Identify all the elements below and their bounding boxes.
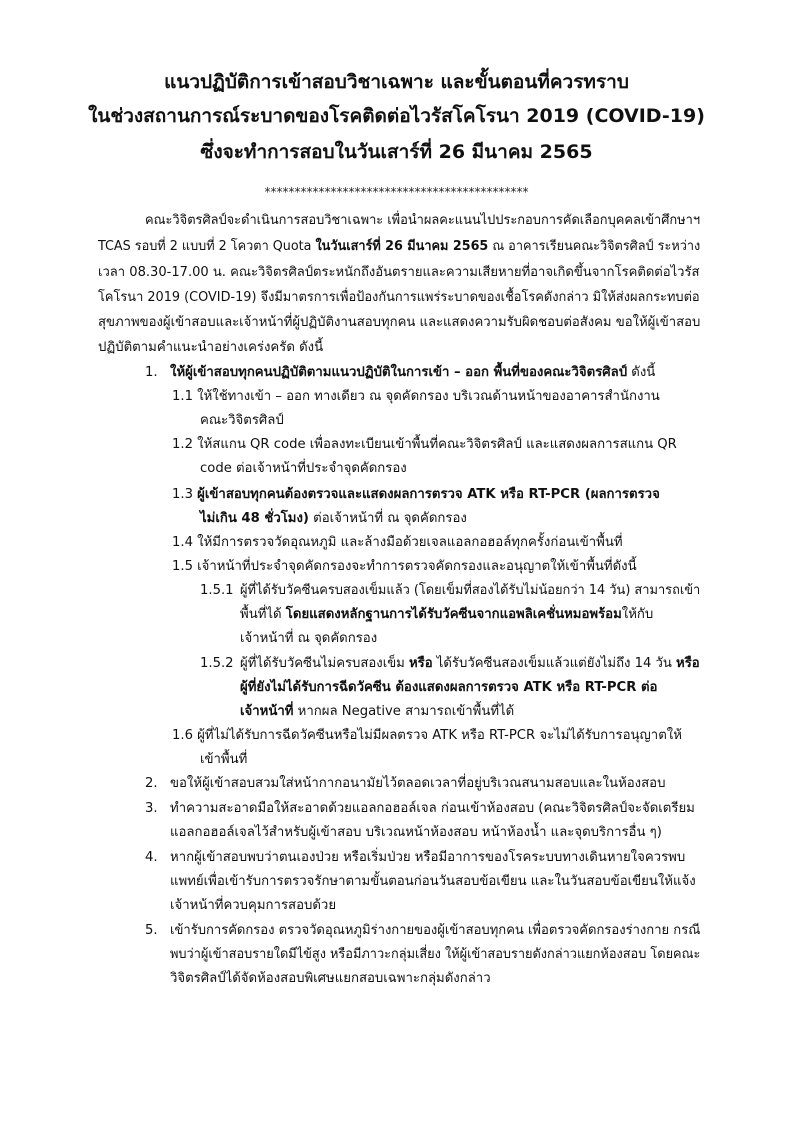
- item-4-line-3: เจ้าหน้าที่ควบคุมการสอบด้วย: [170, 898, 337, 913]
- item-1-5-1-line-1: ผู้ที่ได้รับวัคซีนครบสองเข็มแล้ว (โดยเข็มที่สองได้รับไม่น้อยกว่า 14 วัน) สามารถเข้า: [240, 583, 701, 598]
- item-1-5-1-line-3: เจ้าหน้าที่ ณ จุดคัดกรอง: [240, 631, 378, 646]
- item-5-number: 5.: [145, 923, 158, 938]
- title-line-2: ในช่วงสถานการณ์ระบาดของโรคติดต่อไวรัสโคโรนา 2019 (COVID-19): [88, 105, 705, 127]
- item-1-number: 1.: [145, 365, 158, 380]
- intro-line-2: TCAS รอบที่ 2 แบบที่ 2 โควตา Quota ในวันเสาร์ที่ 26 มีนาคม 2565 ณ อาคารเรียนคณะวิจิตรศิลป์ ระหว่าง: [98, 239, 701, 254]
- item-1-3-line-2: ไม่เกิน 48 ชั่วโมง) ต่อเจ้าหน้าที่ ณ จุดคัดกรอง: [200, 511, 467, 526]
- item-2-line-1: ขอให้ผู้เข้าสอบสวมใส่หน้ากากอนามัยไว้ตลอดเวลาที่อยู่บริเวณสนามสอบและในห้องสอบ: [170, 776, 666, 791]
- item-1-5-1-number: 1.5.1: [200, 583, 234, 598]
- intro-line-1: คณะวิจิตรศิลป์จะดำเนินการสอบวิชาเฉพาะ เพื่อนำผลคะแนนไปประกอบการคัดเลือกบุคคลเข้าศึกษาฯ: [145, 213, 701, 228]
- item-5-line-2: พบว่าผู้เข้าสอบรายใดมีไข้สูง หรือมีภาวะกลุ่มเสี่ยง ให้ผู้เข้าสอบรายดังกล่าวแยกห้องสอบ โดยคณะ: [170, 947, 701, 962]
- item-1-1-line-2: คณะวิจิตรศิลป์: [200, 413, 284, 428]
- item-3-number: 3.: [145, 801, 158, 816]
- exam-date: ในวันเสาร์ที่ 26 มีนาคม 2565: [315, 239, 489, 254]
- item-4-line-1: หากผู้เข้าสอบพบว่าตนเองป่วย หรือเริ่มป่วย หรือมีอาการของโรคระบบทางเดินหายใจควรพบ: [170, 850, 686, 865]
- intro-line-4: โคโรนา 2019 (COVID-19) จึงมีมาตรการเพื่อป้องกันการแพร่ระบาดของเชื้อโรคดังกล่าว มิให้ส่งผลกระทบต่อ: [98, 290, 700, 305]
- item-4-number: 4.: [145, 850, 158, 865]
- item-5-line-1: เข้ารับการคัดกรอง ตรวจวัดอุณหภูมิร่างกายของผู้เข้าสอบทุกคน เพื่อตรวจคัดกรองร่างกาย กรณี: [170, 923, 701, 938]
- item-2-number: 2.: [145, 776, 158, 791]
- item-5-line-3: วิจิตรศิลป์ได้จัดห้องสอบพิเศษแยกสอบเฉพาะกลุ่มดังกล่าว: [170, 971, 491, 986]
- item-1-5-2-line-2: ผู้ที่ยังไม่ได้รับการฉีดวัคซีน ต้องแสดงผลการตรวจ ATK หรือ RT-PCR ต่อ: [240, 680, 658, 695]
- item-4-line-2: แพทย์เพื่อเข้ารับการตรวจรักษาตามขั้นตอนก่อนวันสอบข้อเขียน และในวันสอบข้อเขียนให้แจ้ง: [170, 874, 696, 889]
- title-line-3: ซึ่งจะทำการสอบในวันเสาร์ที่ 26 มีนาคม 2565: [200, 141, 593, 163]
- item-1-5-2-line-3: เจ้าหน้าที่ หากผล Negative สามารถเข้าพื้นที่ได้: [240, 704, 515, 719]
- item-1-6-line-2: เข้าพื้นที่: [200, 752, 248, 767]
- separator: ********************************************: [264, 185, 529, 199]
- item-1-6-line-1: 1.6 ผู้ที่ไม่ได้รับการฉีดวัคซีนหรือไม่มีผลตรวจ ATK หรือ RT-PCR จะไม่ได้รับการอนุญาตให้: [172, 728, 682, 743]
- item-1-1-line-1: 1.1 ให้ใช้ทางเข้า – ออก ทางเดียว ณ จุดคัดกรอง บริเวณด้านหน้าของอาคารสำนักงาน: [172, 389, 660, 404]
- item-1-4: 1.4 ให้มีการตรวจวัดอุณหภูมิ และล้างมือด้วยเจลแอลกอฮอล์ทุกครั้งก่อนเข้าพื้นที่: [172, 535, 623, 550]
- title-line-1: แนวปฏิบัติการเข้าสอบวิชาเฉพาะ และขั้นตอนที่ควรทราบ: [164, 71, 629, 93]
- item-1-5-1-line-2: พื้นที่ได้ โดยแสดงหลักฐานการได้รับวัคซีนจากแอพลิเคชั่นหมอพร้อมให้กับ: [240, 607, 654, 622]
- item-1-heading: ให้ผู้เข้าสอบทุกคนปฏิบัติตามแนวปฏิบัติในการเข้า – ออก พื้นที่ของคณะวิจิตรศิลป์ ดังนี้: [170, 365, 656, 380]
- intro-line-6: ปฏิบัติตามคำแนะนำอย่างเคร่งครัด ดังนี้: [98, 340, 324, 355]
- item-1-5-2-number: 1.5.2: [200, 656, 234, 671]
- item-1-2-line-2: code ต่อเจ้าหน้าที่ประจำจุดคัดกรอง: [200, 461, 407, 476]
- item-1-2-line-1: 1.2 ให้สแกน QR code เพื่อลงทะเบียนเข้าพื้นที่คณะวิจิตรศิลป์ และแสดงผลการสแกน QR: [172, 437, 677, 452]
- intro-line-3: เวลา 08.30-17.00 น. คณะวิจิตรศิลป์ตระหนักถึงอันตรายและความเสียหายที่อาจเกิดขึ้นจากโรคติดต่อไวรัส: [98, 265, 700, 280]
- item-3-line-2: แอลกอฮอล์เจลไว้สำหรับผู้เข้าสอบ บริเวณหน้าห้องสอบ หน้าห้องน้ำ และจุดบริการอื่น ๆ): [170, 825, 662, 840]
- item-1-3-line-1: 1.3 ผู้เข้าสอบทุกคนต้องตรวจและแสดงผลการตรวจ ATK หรือ RT-PCR (ผลการตรวจ: [172, 487, 660, 502]
- item-1-5: 1.5 เจ้าหน้าที่ประจำจุดคัดกรองจะทำการตรวจคัดกรองและอนุญาตให้เข้าพื้นที่ดังนี้: [172, 559, 637, 574]
- intro-line-5: สุขภาพของผู้เข้าสอบและเจ้าหน้าที่ผู้ปฏิบัติงานสอบทุกคน และแสดงความรับผิดชอบต่อสังคม ขอให้ผู้เข้าสอบ: [98, 315, 701, 330]
- item-1-5-2-line-1: ผู้ที่ได้รับวัคซีนไม่ครบสองเข็ม หรือ ได้รับวัคซีนสองเข็มแล้วแต่ยังไม่ถึง 14 วัน หรือ: [240, 656, 700, 671]
- item-3-line-1: ทำความสะอาดมือให้สะอาดด้วยแอลกอฮอล์เจล ก่อนเข้าห้องสอบ (คณะวิจิตรศิลป์จะจัดเตรียม: [170, 801, 695, 816]
